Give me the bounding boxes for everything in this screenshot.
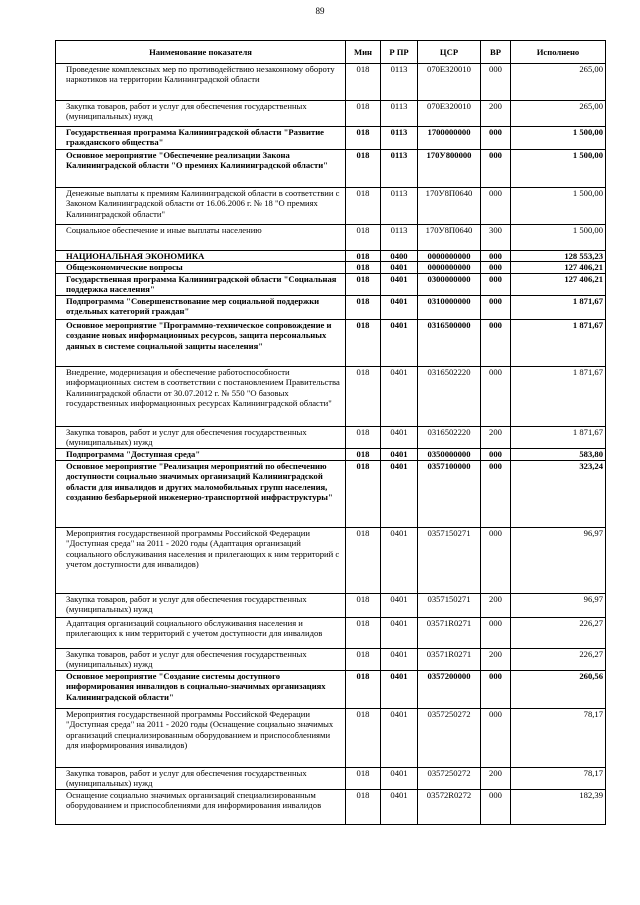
cell-min: 018 bbox=[346, 251, 381, 262]
cell-min: 018 bbox=[346, 670, 381, 708]
cell-min: 018 bbox=[346, 426, 381, 448]
cell-csr: 0357250272 bbox=[418, 708, 481, 767]
table-row bbox=[56, 670, 606, 708]
cell-min: 018 bbox=[346, 64, 381, 101]
cell-done: 1 500,00 bbox=[511, 127, 606, 150]
cell-done: 96,97 bbox=[511, 593, 606, 617]
cell-csr: 0300000000 bbox=[418, 273, 481, 295]
cell-vr: 000 bbox=[481, 127, 511, 150]
table-row bbox=[56, 64, 606, 101]
cell-name: Государственная программа Калининградской области "Развитие гражданского общества" bbox=[56, 127, 346, 150]
cell-rpr: 0113 bbox=[381, 64, 418, 101]
cell-vr: 000 bbox=[481, 262, 511, 273]
cell-min: 018 bbox=[346, 448, 381, 460]
cell-rpr: 0401 bbox=[381, 670, 418, 708]
cell-done: 323,24 bbox=[511, 460, 606, 527]
cell-vr: 000 bbox=[481, 708, 511, 767]
cell-rpr: 0401 bbox=[381, 648, 418, 670]
cell-vr: 200 bbox=[481, 648, 511, 670]
cell-done: 1 500,00 bbox=[511, 188, 606, 225]
cell-rpr: 0401 bbox=[381, 460, 418, 527]
cell-rpr: 0401 bbox=[381, 617, 418, 648]
cell-vr: 000 bbox=[481, 251, 511, 262]
cell-done: 265,00 bbox=[511, 64, 606, 101]
cell-rpr: 0401 bbox=[381, 319, 418, 366]
cell-min: 018 bbox=[346, 366, 381, 426]
cell-vr: 200 bbox=[481, 767, 511, 789]
cell-min: 018 bbox=[346, 527, 381, 593]
cell-rpr: 0113 bbox=[381, 101, 418, 127]
cell-done: 1 871,67 bbox=[511, 366, 606, 426]
cell-csr: 170У8П0640 bbox=[418, 188, 481, 225]
cell-vr: 000 bbox=[481, 366, 511, 426]
cell-csr: 1700000000 bbox=[418, 127, 481, 150]
cell-vr: 000 bbox=[481, 789, 511, 824]
cell-csr: 0000000000 bbox=[418, 251, 481, 262]
cell-csr: 0357250272 bbox=[418, 767, 481, 789]
cell-done: 1 871,67 bbox=[511, 295, 606, 319]
table-row bbox=[56, 225, 606, 251]
cell-vr: 200 bbox=[481, 101, 511, 127]
cell-name: Мероприятия государственной программы Российской Федерации "Доступная среда" на 2011 - 2020 годы (Оснащение социально значимых организаций специализированным оборудованием и приспособлениями для информирования инвалидов) bbox=[56, 708, 346, 767]
table-row bbox=[56, 448, 606, 460]
cell-done: 78,17 bbox=[511, 708, 606, 767]
cell-vr: 000 bbox=[481, 527, 511, 593]
cell-vr: 000 bbox=[481, 319, 511, 366]
cell-min: 018 bbox=[346, 188, 381, 225]
cell-rpr: 0401 bbox=[381, 789, 418, 824]
cell-vr: 000 bbox=[481, 670, 511, 708]
table-row bbox=[56, 188, 606, 225]
table-row bbox=[56, 251, 606, 262]
cell-name: Адаптация организаций социального обслуживания населения и прилегающих к ним территорий с учетом доступности для инвалидов bbox=[56, 617, 346, 648]
cell-done: 226,27 bbox=[511, 648, 606, 670]
cell-done: 260,56 bbox=[511, 670, 606, 708]
cell-name: Мероприятия государственной программы Российской Федерации "Доступная среда" на 2011 - 2020 годы (Адаптация организаций социального обслуживания населения и прилегающих к ним территорий с учетом доступности для инвалидов) bbox=[56, 527, 346, 593]
cell-csr: 0357100000 bbox=[418, 460, 481, 527]
cell-done: 78,17 bbox=[511, 767, 606, 789]
cell-rpr: 0401 bbox=[381, 295, 418, 319]
cell-name: Закупка товаров, работ и услуг для обеспечения государственных (муниципальных) нужд bbox=[56, 101, 346, 127]
table-row bbox=[56, 295, 606, 319]
header-row bbox=[56, 41, 606, 64]
cell-csr: 170У8П0640 bbox=[418, 225, 481, 251]
cell-name: Государственная программа Калининградской области "Социальная поддержка населения" bbox=[56, 273, 346, 295]
cell-min: 018 bbox=[346, 273, 381, 295]
expenditure-table bbox=[55, 40, 606, 825]
table-row bbox=[56, 617, 606, 648]
cell-csr: 070E320010 bbox=[418, 101, 481, 127]
cell-csr: 0357150271 bbox=[418, 527, 481, 593]
cell-rpr: 0113 bbox=[381, 127, 418, 150]
cell-done: 96,97 bbox=[511, 527, 606, 593]
cell-done: 583,80 bbox=[511, 448, 606, 460]
cell-min: 018 bbox=[346, 127, 381, 150]
cell-vr: 000 bbox=[481, 273, 511, 295]
header-vr: ВР bbox=[481, 41, 511, 64]
cell-rpr: 0401 bbox=[381, 593, 418, 617]
cell-min: 018 bbox=[346, 262, 381, 273]
cell-csr: 0310000000 bbox=[418, 295, 481, 319]
table-row bbox=[56, 426, 606, 448]
cell-done: 1 871,67 bbox=[511, 319, 606, 366]
cell-csr: 0357200000 bbox=[418, 670, 481, 708]
cell-done: 1 500,00 bbox=[511, 150, 606, 188]
table-row bbox=[56, 767, 606, 789]
table-row bbox=[56, 262, 606, 273]
cell-rpr: 0401 bbox=[381, 527, 418, 593]
cell-rpr: 0113 bbox=[381, 150, 418, 188]
cell-min: 018 bbox=[346, 460, 381, 527]
table-row bbox=[56, 460, 606, 527]
cell-vr: 000 bbox=[481, 150, 511, 188]
cell-csr: 03571R0271 bbox=[418, 617, 481, 648]
cell-min: 018 bbox=[346, 708, 381, 767]
cell-min: 018 bbox=[346, 767, 381, 789]
cell-csr: 03572R0272 bbox=[418, 789, 481, 824]
cell-csr: 0316500000 bbox=[418, 319, 481, 366]
cell-min: 018 bbox=[346, 319, 381, 366]
cell-rpr: 0401 bbox=[381, 448, 418, 460]
cell-csr: 0316502220 bbox=[418, 426, 481, 448]
header-rpr: Р ПР bbox=[381, 41, 418, 64]
cell-done: 226,27 bbox=[511, 617, 606, 648]
table-row bbox=[56, 648, 606, 670]
cell-csr: 0357150271 bbox=[418, 593, 481, 617]
cell-name: Закупка товаров, работ и услуг для обеспечения государственных (муниципальных) нужд bbox=[56, 648, 346, 670]
cell-vr: 000 bbox=[481, 295, 511, 319]
cell-min: 018 bbox=[346, 101, 381, 127]
cell-done: 265,00 bbox=[511, 101, 606, 127]
cell-rpr: 0113 bbox=[381, 225, 418, 251]
cell-vr: 000 bbox=[481, 448, 511, 460]
table-row bbox=[56, 101, 606, 127]
cell-rpr: 0401 bbox=[381, 262, 418, 273]
table-row bbox=[56, 319, 606, 366]
cell-name: Закупка товаров, работ и услуг для обеспечения государственных (муниципальных) нужд bbox=[56, 593, 346, 617]
cell-csr: 170У800000 bbox=[418, 150, 481, 188]
cell-rpr: 0113 bbox=[381, 188, 418, 225]
cell-name: Общеэкономические вопросы bbox=[56, 262, 346, 273]
cell-min: 018 bbox=[346, 593, 381, 617]
cell-done: 127 406,21 bbox=[511, 262, 606, 273]
header-done: Исполнено bbox=[511, 41, 606, 64]
table-row bbox=[56, 127, 606, 150]
cell-done: 182,39 bbox=[511, 789, 606, 824]
cell-rpr: 0401 bbox=[381, 708, 418, 767]
cell-vr: 000 bbox=[481, 460, 511, 527]
cell-name: Социальное обеспечение и иные выплаты населению bbox=[56, 225, 346, 251]
cell-done: 1 500,00 bbox=[511, 225, 606, 251]
cell-min: 018 bbox=[346, 648, 381, 670]
cell-name: Оснащение социально значимых организаций специализированным оборудованием и приспособлениями для информирования инвалидов bbox=[56, 789, 346, 824]
cell-name: НАЦИОНАЛЬНАЯ ЭКОНОМИКА bbox=[56, 251, 346, 262]
cell-name: Основное мероприятие "Создание системы доступного информирования инвалидов в социально-значимых организациях Калининградской области" bbox=[56, 670, 346, 708]
cell-csr: 0316502220 bbox=[418, 366, 481, 426]
cell-min: 018 bbox=[346, 789, 381, 824]
cell-min: 018 bbox=[346, 150, 381, 188]
cell-name: Основное мероприятие "Реализация мероприятий по обеспечению доступности социально значимых организаций Калининградской области для инвалидов и других маломобильных групп населения, созданию безбарьерной инженерно-транспортной инфраструктуры" bbox=[56, 460, 346, 527]
table-row bbox=[56, 593, 606, 617]
cell-min: 018 bbox=[346, 617, 381, 648]
cell-name: Подпрограмма "Доступная среда" bbox=[56, 448, 346, 460]
cell-name: Закупка товаров, работ и услуг для обеспечения государственных (муниципальных) нужд bbox=[56, 426, 346, 448]
header-csr: ЦСР bbox=[418, 41, 481, 64]
cell-done: 1 871,67 bbox=[511, 426, 606, 448]
cell-csr: 070E320010 bbox=[418, 64, 481, 101]
cell-rpr: 0401 bbox=[381, 273, 418, 295]
cell-name: Внедрение, модернизация и обеспечение работоспособности информационных систем в соответствии с постановлением Правительства Калининградской области от 30.07.2012 г. № 550 "О базовых государственных информационных ресурсах Калининградской области" bbox=[56, 366, 346, 426]
cell-name: Денежные выплаты к премиям Калининградской области в соответствии с Законом Калининградской области от 16.06.2006 г. № 18 "О премиях Калининградской области" bbox=[56, 188, 346, 225]
cell-vr: 300 bbox=[481, 225, 511, 251]
table-row bbox=[56, 366, 606, 426]
cell-vr: 200 bbox=[481, 426, 511, 448]
cell-rpr: 0401 bbox=[381, 366, 418, 426]
cell-min: 018 bbox=[346, 225, 381, 251]
header-min: Мин bbox=[346, 41, 381, 64]
cell-name: Проведение комплексных мер по противодействию незаконному обороту наркотиков на территории Калининградской области bbox=[56, 64, 346, 101]
cell-csr: 0000000000 bbox=[418, 262, 481, 273]
cell-vr: 000 bbox=[481, 64, 511, 101]
cell-vr: 000 bbox=[481, 617, 511, 648]
cell-vr: 200 bbox=[481, 593, 511, 617]
table-row bbox=[56, 527, 606, 593]
table-row bbox=[56, 150, 606, 188]
cell-rpr: 0401 bbox=[381, 426, 418, 448]
header-name: Наименование показателя bbox=[56, 41, 346, 64]
cell-name: Закупка товаров, работ и услуг для обеспечения государственных (муниципальных) нужд bbox=[56, 767, 346, 789]
cell-name: Основное мероприятие "Обеспечение реализации Закона Калининградской области "О премиях Калининградской области" bbox=[56, 150, 346, 188]
cell-csr: 0350000000 bbox=[418, 448, 481, 460]
cell-done: 127 406,21 bbox=[511, 273, 606, 295]
cell-done: 128 553,23 bbox=[511, 251, 606, 262]
page-number: 89 bbox=[315, 6, 325, 16]
cell-csr: 03571R0271 bbox=[418, 648, 481, 670]
cell-rpr: 0400 bbox=[381, 251, 418, 262]
table-row bbox=[56, 789, 606, 824]
table-row bbox=[56, 708, 606, 767]
cell-rpr: 0401 bbox=[381, 767, 418, 789]
cell-vr: 000 bbox=[481, 188, 511, 225]
cell-min: 018 bbox=[346, 295, 381, 319]
cell-name: Основное мероприятие "Программно-техническое сопровождение и создание новых информационных ресурсов, защита персональных данных в системе социальной защиты населения" bbox=[56, 319, 346, 366]
cell-name: Подпрограмма "Совершенствование мер социальной поддержки отдельных категорий граждан" bbox=[56, 295, 346, 319]
table-row bbox=[56, 273, 606, 295]
